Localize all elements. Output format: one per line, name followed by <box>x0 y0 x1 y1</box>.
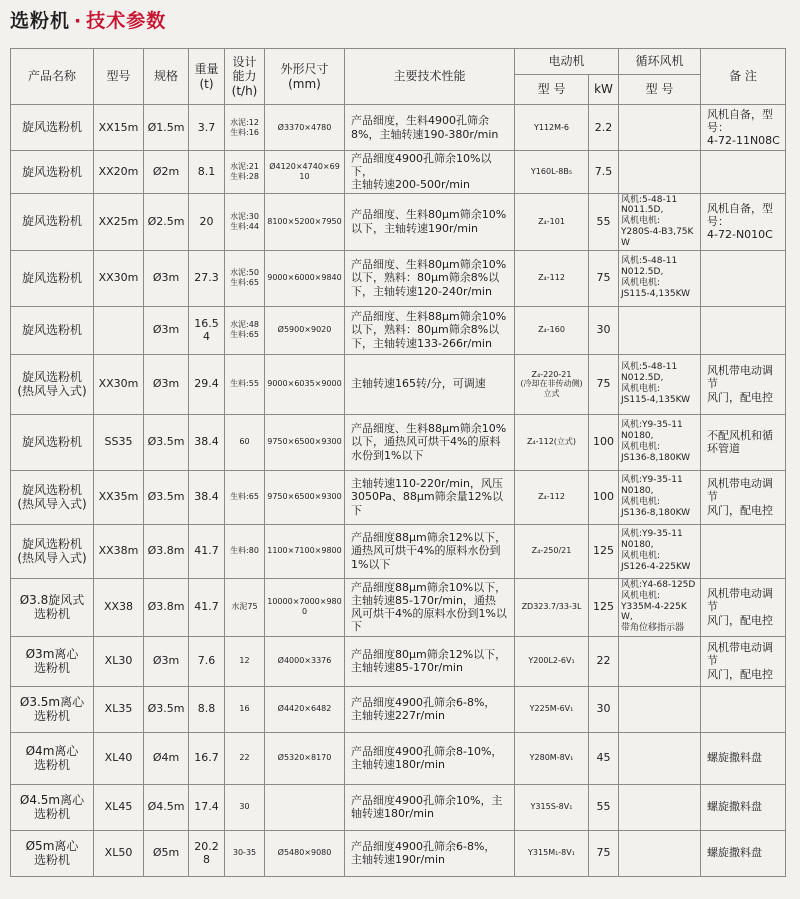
table-row <box>11 354 786 414</box>
cell-name: Ø3.5m离心 选粉机 <box>11 686 94 732</box>
cell-dims: 10000×7000×9800 <box>265 578 345 636</box>
cell-weight: 20.28 <box>189 830 225 876</box>
cell-capacity: 22 <box>225 732 265 784</box>
cell-capacity: 生料:80 <box>225 524 265 578</box>
header-weight: 重量 (t) <box>189 49 225 105</box>
header-name: 产品名称 <box>11 49 94 105</box>
cell-model: XL35 <box>94 686 144 732</box>
cell-capacity: 60 <box>225 414 265 470</box>
cell-weight: 8.8 <box>189 686 225 732</box>
table-row <box>11 732 786 784</box>
table-row <box>11 686 786 732</box>
cell-dims: Ø5900×9020 <box>265 306 345 354</box>
cell-model: XL30 <box>94 636 144 686</box>
table-row <box>11 250 786 306</box>
cell-notes <box>701 686 786 732</box>
cell-capacity: 生料:65 <box>225 470 265 524</box>
header-fan: 循环风机 <box>619 49 701 75</box>
table-row <box>11 636 786 686</box>
table-row <box>11 830 786 876</box>
cell-notes: 风机带电动调节 风门，配电控 <box>701 470 786 524</box>
cell-model: XX25m <box>94 193 144 250</box>
cell-fan: 风机:Y9-35-11 N0180, 风机电机: JS136-8,180KW <box>619 414 701 470</box>
cell-name: 旋风选粉机 <box>11 105 94 151</box>
cell-fan <box>619 732 701 784</box>
cell-perf: 产品细度4900孔筛余10%，主 轴转速180r/min <box>345 784 515 830</box>
cell-spec: Ø3m <box>144 306 189 354</box>
cell-fan: 风机:5-48-11 N012.5D, 风机电机: JS115-4,135KW <box>619 250 701 306</box>
cell-name: Ø4m离心 选粉机 <box>11 732 94 784</box>
cell-motor-kw: 45 <box>589 732 619 784</box>
cell-fan: 风机:Y4-68-125D 风机电机: Y335M-4-225KW, 带角位移指示器 <box>619 578 701 636</box>
cell-name: 旋风选粉机 (热风导入式) <box>11 524 94 578</box>
cell-capacity: 水泥:30 生料:44 <box>225 193 265 250</box>
cell-motor-kw: 75 <box>589 830 619 876</box>
cell-weight: 38.4 <box>189 414 225 470</box>
cell-spec: Ø4.5m <box>144 784 189 830</box>
cell-perf: 产品细度、生料88μm筛余10% 以下，熟料：80μm筛余8%以 下，主轴转速133-266r/min <box>345 306 515 354</box>
cell-model: XL50 <box>94 830 144 876</box>
cell-dims: 8100×5200×7950 <box>265 193 345 250</box>
table-row <box>11 151 786 194</box>
cell-spec: Ø3.8m <box>144 578 189 636</box>
cell-dims: Ø4120×4740×6910 <box>265 151 345 194</box>
cell-motor-kw: 55 <box>589 784 619 830</box>
title-main: 选粉机 <box>10 10 71 32</box>
cell-perf: 产品细度4900孔筛余6-8%， 主轴转速190r/min <box>345 830 515 876</box>
cell-notes: 不配风机和循 环管道 <box>701 414 786 470</box>
cell-capacity: 16 <box>225 686 265 732</box>
header-spec: 规格 <box>144 49 189 105</box>
cell-perf: 产品细度88μm筛余12%以下， 通热风可烘干4%的原料水份到 1%以下 <box>345 524 515 578</box>
cell-notes: 风机自备，型号： 4-72-11N08C <box>701 105 786 151</box>
cell-dims <box>265 784 345 830</box>
cell-fan <box>619 306 701 354</box>
cell-dims: 9750×6500×9300 <box>265 414 345 470</box>
cell-notes <box>701 151 786 194</box>
table-row <box>11 193 786 250</box>
cell-fan <box>619 784 701 830</box>
cell-name: Ø4.5m离心 选粉机 <box>11 784 94 830</box>
cell-model: XX38m <box>94 524 144 578</box>
cell-spec: Ø3.8m <box>144 524 189 578</box>
cell-motor-type: Z₄-112 <box>515 470 589 524</box>
cell-name: 旋风选粉机 <box>11 414 94 470</box>
cell-capacity: 水泥:12 生料:16 <box>225 105 265 151</box>
cell-model: XX38 <box>94 578 144 636</box>
cell-motor-kw: 125 <box>589 524 619 578</box>
cell-motor-kw: 30 <box>589 306 619 354</box>
cell-dims: 9750×6500×9300 <box>265 470 345 524</box>
cell-perf: 主轴转速165转/分，可调速 <box>345 354 515 414</box>
cell-notes <box>701 524 786 578</box>
cell-fan: 风机:Y9-35-11 N0180, 风机电机: JS126-4-225KW <box>619 524 701 578</box>
cell-motor-kw: 100 <box>589 470 619 524</box>
cell-name: 旋风选粉机 <box>11 193 94 250</box>
cell-weight: 17.4 <box>189 784 225 830</box>
cell-model: XX20m <box>94 151 144 194</box>
cell-motor-type: Y225M-6V₁ <box>515 686 589 732</box>
cell-name: Ø3.8旋风式 选粉机 <box>11 578 94 636</box>
cell-perf: 产品细度、生料80μm筛余10% 以下，熟料：80μm筛余8%以 下，主轴转速120-240r/min <box>345 250 515 306</box>
cell-spec: Ø4m <box>144 732 189 784</box>
cell-model: XX15m <box>94 105 144 151</box>
cell-motor-type: Y112M-6 <box>515 105 589 151</box>
cell-perf: 产品细度，生料4900孔筛余 8%，主轴转速190-380r/min <box>345 105 515 151</box>
cell-spec: Ø3m <box>144 250 189 306</box>
cell-notes: 风机带电动调节 风门，配电控 <box>701 354 786 414</box>
cell-perf: 产品细度4900孔筛余8-10%， 主轴转速180r/min <box>345 732 515 784</box>
cell-model <box>94 306 144 354</box>
cell-fan <box>619 830 701 876</box>
cell-model: XX35m <box>94 470 144 524</box>
cell-weight: 8.1 <box>189 151 225 194</box>
table-row <box>11 784 786 830</box>
title-separator: · <box>74 10 83 32</box>
cell-model: XL45 <box>94 784 144 830</box>
cell-dims: Ø5480×9080 <box>265 830 345 876</box>
cell-fan: 风机:5-48-11 N011.5D, 风机电机: Y280S-4-B3,75KW <box>619 193 701 250</box>
cell-motor-kw: 125 <box>589 578 619 636</box>
header-model: 型号 <box>94 49 144 105</box>
cell-fan <box>619 686 701 732</box>
cell-capacity: 30-35 <box>225 830 265 876</box>
cell-model: XX30m <box>94 250 144 306</box>
header-notes: 备 注 <box>701 49 786 105</box>
cell-name: Ø3m离心 选粉机 <box>11 636 94 686</box>
cell-notes: 螺旋撒料盘 <box>701 784 786 830</box>
cell-dims: Ø4000×3376 <box>265 636 345 686</box>
cell-notes: 螺旋撒料盘 <box>701 830 786 876</box>
cell-capacity: 水泥:50 生料:65 <box>225 250 265 306</box>
cell-motor-type: Z₄-220-21 (冷却在非传动侧)立式 <box>515 354 589 414</box>
cell-dims: 9000×6035×9000 <box>265 354 345 414</box>
cell-motor-type: Z₄-112(立式) <box>515 414 589 470</box>
cell-motor-kw: 7.5 <box>589 151 619 194</box>
cell-fan: 风机:5-48-11 N012.5D, 风机电机: JS115-4,135KW <box>619 354 701 414</box>
cell-capacity: 水泥:48 生料:65 <box>225 306 265 354</box>
cell-name: 旋风选粉机 <box>11 250 94 306</box>
cell-name: 旋风选粉机 (热风导入式) <box>11 354 94 414</box>
table-row <box>11 105 786 151</box>
table-row <box>11 578 786 636</box>
cell-dims: Ø3370×4780 <box>265 105 345 151</box>
cell-motor-type: Z₄-101 <box>515 193 589 250</box>
cell-weight: 20 <box>189 193 225 250</box>
cell-weight: 3.7 <box>189 105 225 151</box>
cell-weight: 16.54 <box>189 306 225 354</box>
cell-spec: Ø3.5m <box>144 470 189 524</box>
cell-motor-type: Y315M₁-8V₁ <box>515 830 589 876</box>
cell-weight: 38.4 <box>189 470 225 524</box>
header-dims: 外形尺寸 (mm) <box>265 49 345 105</box>
cell-model: XX30m <box>94 354 144 414</box>
cell-weight: 7.6 <box>189 636 225 686</box>
cell-capacity: 12 <box>225 636 265 686</box>
cell-name: 旋风选粉机 <box>11 306 94 354</box>
cell-model: XL40 <box>94 732 144 784</box>
cell-fan: 风机:Y9-35-11 N0180, 风机电机: JS136-8,180KW <box>619 470 701 524</box>
cell-motor-type: Z₄-250/21 <box>515 524 589 578</box>
cell-motor-kw: 55 <box>589 193 619 250</box>
cell-notes: 风机自备，型号： 4-72-N010C <box>701 193 786 250</box>
cell-capacity: 水泥75 <box>225 578 265 636</box>
cell-motor-type: ZD323.7/33-3L <box>515 578 589 636</box>
cell-spec: Ø1.5m <box>144 105 189 151</box>
cell-name: 旋风选粉机 <box>11 151 94 194</box>
cell-notes <box>701 306 786 354</box>
cell-weight: 41.7 <box>189 578 225 636</box>
cell-motor-kw: 100 <box>589 414 619 470</box>
cell-spec: Ø3.5m <box>144 414 189 470</box>
cell-weight: 29.4 <box>189 354 225 414</box>
cell-motor-type: Y200L2-6V₁ <box>515 636 589 686</box>
cell-spec: Ø3m <box>144 636 189 686</box>
cell-fan <box>619 105 701 151</box>
cell-motor-kw: 30 <box>589 686 619 732</box>
cell-motor-kw: 75 <box>589 250 619 306</box>
cell-motor-type: Y160L-8B₅ <box>515 151 589 194</box>
table-row <box>11 414 786 470</box>
cell-dims: Ø4420×6482 <box>265 686 345 732</box>
page-title <box>10 6 166 33</box>
cell-name: 旋风选粉机 (热风导入式) <box>11 470 94 524</box>
title-sub: 技术参数 <box>86 10 167 32</box>
cell-perf: 产品细度、生料80μm筛余10% 以下，主轴转速190r/min <box>345 193 515 250</box>
cell-dims: Ø5320×8170 <box>265 732 345 784</box>
cell-weight: 41.7 <box>189 524 225 578</box>
cell-capacity: 30 <box>225 784 265 830</box>
cell-weight: 27.3 <box>189 250 225 306</box>
cell-motor-kw: 22 <box>589 636 619 686</box>
cell-motor-type: Y315S-8V₁ <box>515 784 589 830</box>
cell-notes: 风机带电动调节 风门，配电控 <box>701 578 786 636</box>
table-row <box>11 470 786 524</box>
header-motor-kw: kW <box>589 75 619 105</box>
cell-perf: 产品细度88μm筛余10%以下， 主轴转速85-170r/min，通热 风可烘干4%的原料水份到1%以下 <box>345 578 515 636</box>
cell-spec: Ø3m <box>144 354 189 414</box>
cell-capacity: 生料:55 <box>225 354 265 414</box>
cell-model: SS35 <box>94 414 144 470</box>
cell-perf: 产品细度4900孔筛余10%以下， 主轴转速200-500r/min <box>345 151 515 194</box>
cell-motor-kw: 75 <box>589 354 619 414</box>
cell-spec: Ø2m <box>144 151 189 194</box>
cell-name: Ø5m离心 选粉机 <box>11 830 94 876</box>
cell-spec: Ø3.5m <box>144 686 189 732</box>
cell-perf: 产品细度、生料88μm筛余10% 以下，通热风可烘干4%的原料 水份到1%以下 <box>345 414 515 470</box>
cell-fan <box>619 636 701 686</box>
header-motor-type: 型 号 <box>515 75 589 105</box>
cell-dims: 9000×6000×9840 <box>265 250 345 306</box>
cell-spec: Ø2.5m <box>144 193 189 250</box>
cell-perf: 产品细度4900孔筛余6-8%， 主轴转速227r/min <box>345 686 515 732</box>
cell-spec: Ø5m <box>144 830 189 876</box>
cell-perf: 主轴转速110-220r/min，风压 3050Pa、88μm筛余量12%以下 <box>345 470 515 524</box>
cell-fan <box>619 151 701 194</box>
cell-notes: 风机带电动调节 风门，配电控 <box>701 636 786 686</box>
cell-notes <box>701 250 786 306</box>
cell-motor-kw: 2.2 <box>589 105 619 151</box>
spec-table <box>10 48 786 877</box>
cell-capacity: 水泥:21 生料:28 <box>225 151 265 194</box>
cell-motor-type: Z₄-160 <box>515 306 589 354</box>
header-fan-type: 型 号 <box>619 75 701 105</box>
header-motor: 电动机 <box>515 49 619 75</box>
cell-weight: 16.7 <box>189 732 225 784</box>
cell-dims: 1100×7100×9800 <box>265 524 345 578</box>
header-perf: 主要技术性能 <box>345 49 515 105</box>
cell-notes: 螺旋撒料盘 <box>701 732 786 784</box>
cell-perf: 产品细度80μm筛余12%以下， 主轴转速85-170r/min <box>345 636 515 686</box>
cell-motor-type: Y280M-8V₁ <box>515 732 589 784</box>
cell-motor-type: Z₄-112 <box>515 250 589 306</box>
table-row <box>11 306 786 354</box>
header-capacity: 设计能力 (t/h) <box>225 49 265 105</box>
table-row <box>11 524 786 578</box>
